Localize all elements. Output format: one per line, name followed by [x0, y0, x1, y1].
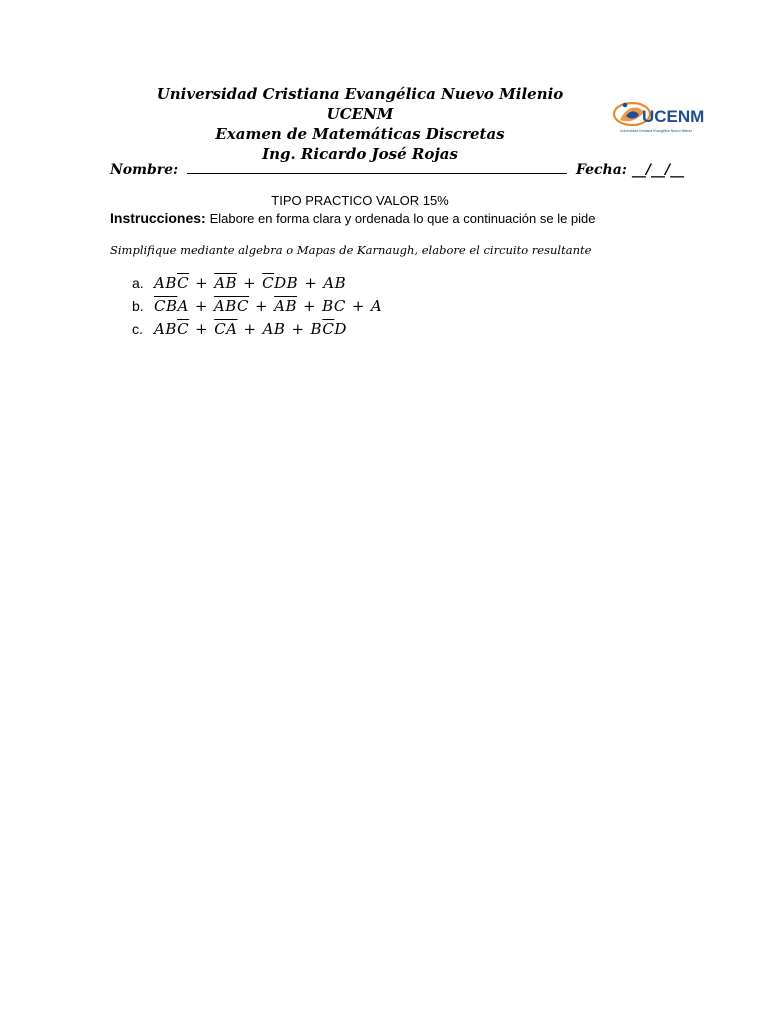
problem-letter: a. [132, 275, 144, 291]
problem-letter: c. [132, 321, 143, 337]
instructions-text: Elabore en forma clara y ordenada lo que a continuación se le pide [209, 211, 596, 226]
logo-wordmark: UCENM [642, 107, 705, 126]
exam-title: Examen de Matemáticas Discretas [215, 125, 505, 143]
instructions [110, 208, 710, 229]
nombre-label: Nombre: [110, 162, 179, 178]
name-date-line [110, 160, 685, 180]
problem-expression: $\overline{CB}A + \overline{ABC} + \overline{AB}$ + BC + A [154, 297, 383, 315]
problem-item [132, 318, 552, 341]
nombre-blank[interactable] [187, 161, 567, 174]
instructor-name: Ing. Ricardo José Rojas [262, 145, 458, 163]
task-statement: Simplifique mediante algebra o Mapas de Karnaugh, elabore el circuito resultante [110, 243, 592, 257]
university-name: Universidad Cristiana Evangélica Nuevo Milenio [156, 85, 564, 103]
logo-subtext: Universidad Cristiana Evangélica Nuevo Milenio [620, 129, 693, 133]
exam-header [110, 84, 610, 164]
problem-expression: $AB\overline{C} + \overline{AB} + \overline{C}DB$ + AB [154, 274, 347, 292]
problem-item [132, 295, 552, 318]
instructions-label: Instrucciones: [110, 210, 206, 226]
university-acronym: UCENM [326, 105, 394, 123]
ucenm-logo-graphic [612, 98, 712, 136]
fecha-label: Fecha: [575, 162, 627, 178]
problem-letter: b. [132, 298, 144, 314]
problem-item [132, 272, 552, 295]
problem-expression: $AB\overline{C} + \overline{CA}$ + AB + $B\overline{C}D$ [154, 320, 347, 338]
ucenm-logo [612, 98, 712, 136]
fecha-blank[interactable]: __/__/__ [631, 162, 685, 178]
exam-type: TIPO PRACTICO VALOR 15% [271, 193, 449, 208]
problem-list [132, 272, 552, 341]
